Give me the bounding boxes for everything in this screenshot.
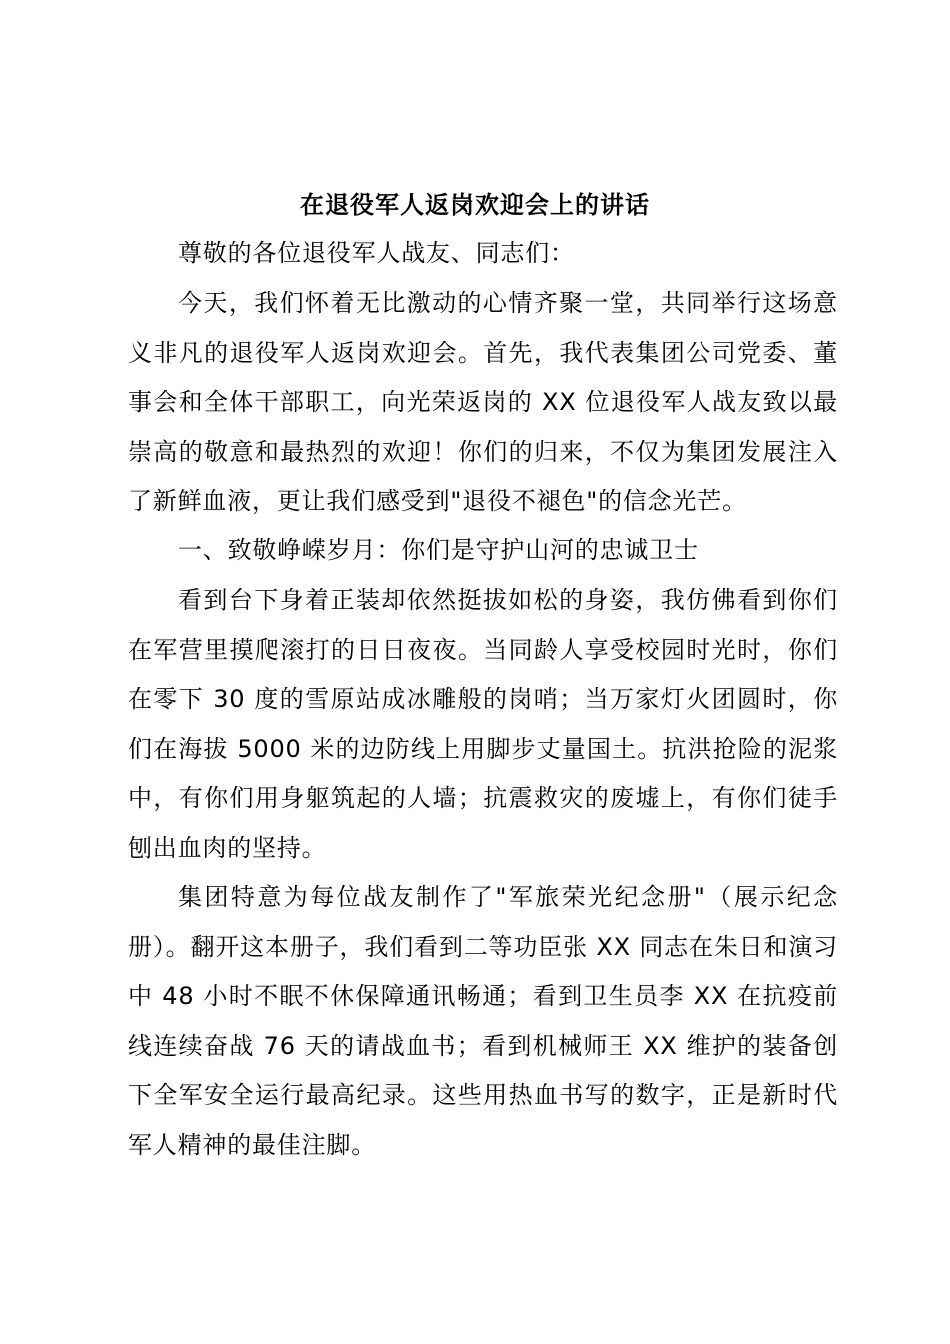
salutation: 尊敬的各位退役军人战友、同志们：	[178, 239, 575, 267]
paragraph-military-service: 看到台下身着正装却依然挺拔如松的身姿，我仿佛看到你们在军营里摸爬滚打的日日夜夜。当同龄人享受校园时光时，你们在零下 30 度的雪原站成冰雕般的岗哨；当万家灯火团圆时，你们在海拔 5000 米的边防线上用脚步丈量国土。抗洪抢险的泥浆中，有你们用身躯筑起的人墙；抗震救灾的废墟上，有你们徒手刨出血肉的坚持。	[128, 586, 838, 862]
paragraph-welcome: 今天，我们怀着无比激动的心情齐聚一堂，共同举行这场意义非凡的退役军人返岗欢迎会。首先，我代表集团公司党委、董事会和全体干部职工，向光荣返岗的 XX 位退役军人战友致以最崇高的敬意和最热烈的欢迎！你们的归来，不仅为集团发展注入了新鲜血液，更让我们感受到"退役不褪色"的信念光芒。	[128, 289, 838, 515]
document-title: 在退役军人返岗欢迎会上的讲话	[300, 191, 650, 219]
section-heading: 一、致敬峥嵘岁月：你们是守护山河的忠诚卫士	[178, 536, 699, 564]
paragraph-commemorative-book: 集团特意为每位战友制作了"军旅荣光纪念册"（展示纪念册）。翻开这本册子，我们看到二等功臣张 XX 同志在朱日和演习中 48 小时不眠不休保障通讯畅通；看到卫生员李 XX 在抗疫前线连续奋战 76 天的请战血书；看到机械师王 XX 维护的装备创下全军安全运行最高纪录。这些用热血书写的数字，正是新时代军人精神的最佳注脚。	[128, 883, 838, 1159]
